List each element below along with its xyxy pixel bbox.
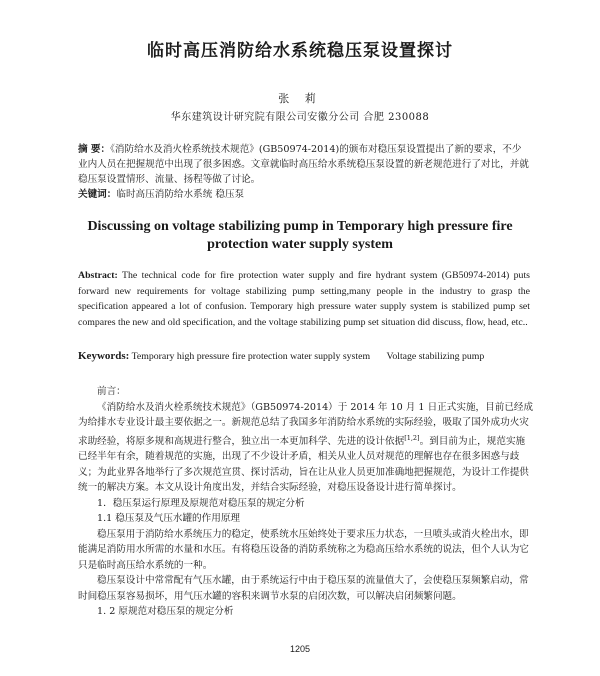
keywords-en-label: Keywords: xyxy=(78,350,130,362)
keywords-cn-label: 关键词： xyxy=(78,189,117,200)
paragraph-1 xyxy=(78,400,534,496)
keywords-en xyxy=(78,350,548,362)
keyword-en-1: Temporary high pressure fire protection water supply system xyxy=(131,351,371,362)
paragraph-1-part-b: 。到目前为止，规范实施已经半年有余，随着规范的实施，出现了不少设计矛盾，相关从业人员对规范的理解也存在很多困惑与歧义；为此业界各地举行了多次规范宣贯、探讨活动，旨在让从业人员更加准确地把握规范，为设计工作提供统一的解决方案。本文从设计角度出发，并结合实际经验，对稳压设备设计进行简单探讨。 xyxy=(78,435,529,494)
paragraph-2: 稳压泵用于消防给水系统压力的稳定，使系统水压始终处于要求压力状态，一旦喷头或消火栓出水，即能满足消防用水所需的水量和水压。有将稳压设备的消防系统称之为稳高压给水系统的说法，但个人认为它只是临时高压给水系统的一种。 xyxy=(78,528,529,571)
section-heading-1-2: 1. 2 原规范对稳压泵的规定分析 xyxy=(97,606,234,618)
keyword-en-2: Voltage stabilizing pump xyxy=(386,351,485,362)
paper-title-en: Discussing on voltage stabilizing pump in Temporary high pressure fire protection water supply system xyxy=(87,219,513,252)
keywords-cn xyxy=(78,186,530,200)
abstract-cn xyxy=(78,142,530,187)
abstract-cn-text: 《消防给水及消火栓系统技术规范》(GB50974-2014)的颁布对稳压泵设置提出了新的要求，不少业内人员在把握规范中出现了很多困惑。文章就临时高压给水系统稳压泵设置的新老规范进行了对比，并就稳压泵设置情形、流量、扬程等做了讨论。 xyxy=(78,144,529,185)
section-heading-1-1: 1.1 稳压泵及气压水罐的作用原理 xyxy=(97,513,241,525)
paragraph-1-part-a: 《消防给水及消火栓系统技术规范》（GB50974-2014）于 2014 年 10 月 1 日正式实施，目前已经成为给排水专业设计最主要依据之一。新规范总结了我国多年消防给水系统的实际经验，吸取了国外成功火灾求助经验，将原多规和高规进行整合，独立出一本更加科学、先进的设计依据 xyxy=(78,401,534,447)
body-text xyxy=(78,384,534,620)
abstract-en-text: The technical code for fire protection water supply and fire hydrant system (GB50974-2014) puts forward new requirements for voltage stabilizing pump setting,many people in the industry to grasp the specification appeared a lot of confusion. Temporary high pressure water supply system is stabilized pump set compares the new and old specification, and the voltage stabilizing pump set situation did discuss, flow, head, etc.. xyxy=(78,270,530,328)
paper-title-cn: 临时高压消防给水系统稳压泵设置探讨 xyxy=(147,41,453,61)
abstract-en xyxy=(78,268,530,330)
preface-label: 前言： xyxy=(97,386,126,397)
section-heading-1: 1．稳压泵运行原理及原规范对稳压泵的规定分析 xyxy=(97,497,305,509)
author: 张 莉 xyxy=(278,92,322,105)
citation-ref: [1,2] xyxy=(404,433,420,442)
paragraph-3: 稳压泵设计中常常配有气压水罐，由于系统运行中由于稳压泵的流量值大了，会使稳压泵频繁启动，常时间稳压泵容易损坏，用气压水罐的容积来调节水泵的启闭次数，可以解决启闭频繁问题。 xyxy=(78,575,529,602)
abstract-cn-label: 摘 要： xyxy=(78,144,111,155)
abstract-en-label: Abstract: xyxy=(78,270,118,281)
page-number: 1205 xyxy=(289,644,311,654)
affiliation: 华东建筑设计研究院有限公司安徽分公司 合肥 230088 xyxy=(170,112,430,123)
keywords-cn-text: 临时高压消防给水系统 稳压泵 xyxy=(116,189,245,200)
